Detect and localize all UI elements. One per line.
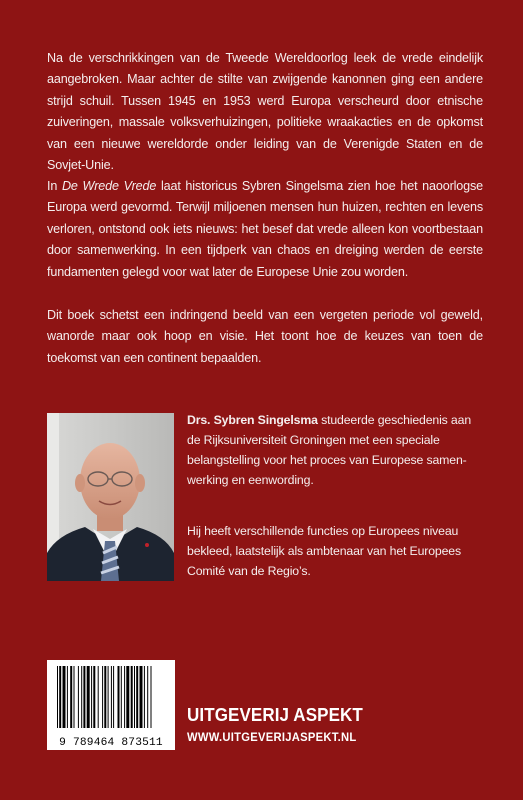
barcode-bar xyxy=(57,666,58,728)
barcode-bar xyxy=(59,666,61,728)
blurb-p2-intro: In xyxy=(47,179,62,193)
barcode-bar xyxy=(151,666,152,728)
barcode-bar xyxy=(113,666,114,728)
barcode-bar xyxy=(108,666,109,728)
blurb-paragraph-2 xyxy=(47,176,483,283)
author-bio-text: studeerde geschiedenis aan de Rijksuniversiteit Groningen met een speciale belangstelling voor het proces van Europese samenwerking en eenwording. xyxy=(187,413,472,487)
publisher-url: WWW.UITGEVERIJASPEKT.NL xyxy=(187,730,357,744)
publisher-name: UITGEVERIJ ASPEKT xyxy=(187,704,363,725)
barcode-bar xyxy=(111,666,112,728)
barcode-bar xyxy=(102,666,103,728)
blurb-paragraph-3: Dit boek schetst een indringend beeld van een vergeten periode vol geweld, wanorde maar ook hoop en visie. Het toont hoe de keuzes van toen de toekomst van een continent bepaalden. xyxy=(47,308,483,365)
author-name: Drs. Sybren Singelsma xyxy=(187,413,318,427)
author-photo xyxy=(47,413,174,581)
barcode-bar xyxy=(83,666,85,728)
barcode-bar xyxy=(67,666,68,728)
barcode-bar xyxy=(63,666,66,728)
barcode-bar xyxy=(87,666,90,728)
isbn-barcode xyxy=(47,660,175,750)
barcode-bar xyxy=(121,666,122,728)
barcode-bar xyxy=(98,666,99,728)
barcode-bar xyxy=(74,666,75,728)
barcode-bar xyxy=(147,666,148,728)
barcode-bar xyxy=(91,666,92,728)
barcode-bar xyxy=(93,666,95,728)
barcode-bar xyxy=(70,666,72,728)
blurb-p2-rest: laat historicus Sybren Singelsma zien hoe het naoorlogse Europa werd gevormd. Terwijl miljoenen mensen hun huizen, rechten en levens verloren, ontstond ook iets nieuws: het besef dat vrede alleen kon voortbestaan door samenwerking. In een tijdperk van chaos en dreiging werden de eerste fundamenten gelegd voor wat later de Europese Unie zou worden. xyxy=(47,179,483,279)
barcode-bar xyxy=(118,666,120,728)
barcode-bar xyxy=(126,666,129,728)
barcode-bar xyxy=(78,666,79,728)
barcode-bar xyxy=(131,666,133,728)
book-title: De Wrede Vrede xyxy=(61,179,157,193)
author-bio-paragraph-1 xyxy=(187,410,487,490)
barcode-bar xyxy=(134,666,135,728)
barcode-bar xyxy=(144,666,145,728)
barcode-bar xyxy=(104,666,106,728)
author-bio-paragraph-2: Hij heeft verschillende functies op Europees niveau bekleed, laatstelijk als ambtenaar van het Europees Comité van de Regio’s. xyxy=(187,524,461,578)
barcode-bar xyxy=(124,666,125,728)
blurb-paragraph-1: Na de verschrikkingen van de Tweede Wereldoorlog leek de vrede eindelijk aangebroken. Maar achter de stilte van zwijgende kanonnen ging een andere strijd schuil. Tussen 1945 en 1953 werd Europa verscheurd door etnische zuiveringen, massale volksverhuizingen, politieke wraakacties en de opkomst van een nieuwe wereldorde onder leiding van de Verenigde Staten en de Sovjet-Unie. xyxy=(47,51,483,173)
isbn-digits: 9 789464 873511 xyxy=(59,737,163,749)
barcode-bar xyxy=(140,666,143,728)
barcode-bars xyxy=(47,660,175,734)
barcode-bar xyxy=(136,666,138,728)
author-portrait-image xyxy=(47,413,174,581)
barcode-bar xyxy=(81,666,82,728)
